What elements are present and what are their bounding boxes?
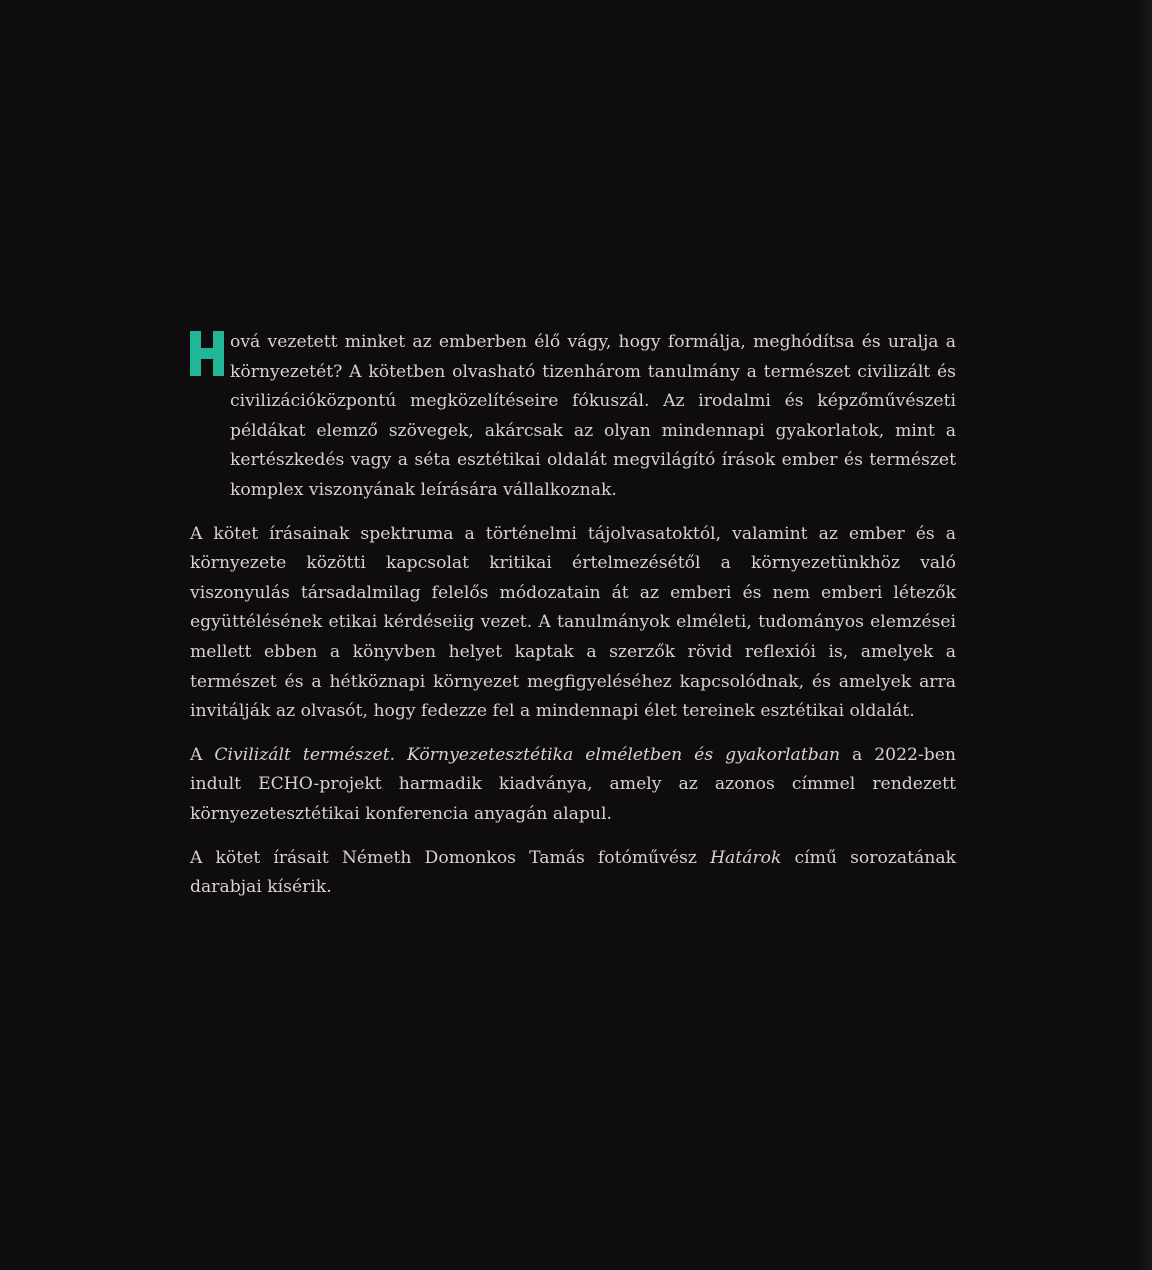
dropcap-h-icon <box>190 331 224 376</box>
paragraph-2 <box>190 520 956 727</box>
paragraph-4-start: A kötet írásait Németh Domonkos Tamás fotóművész <box>190 847 711 868</box>
paragraph-2-text: A kötet írásainak spektruma a történelmi tájolvasatoktól, valamint az ember és a környezete közötti kapcsolat kritikai értelmezésétől a környezetünkhöz való viszonyulás társadalmilag felelős módozatain át az emberi és nem emberi létezők együttélésének etikai kérdéseiig vezet. A tanulmányok elméleti, tudományos elemzései mellett ebben a könyvben helyet kaptak a szerzők rövid reflexiói is, amelyek a természet és a hétköznapi környezet megfigyeléséhez kapcsolódnak, és amelyek arra invitálják az olvasót, hogy fedezze fel a mindennapi élet tereinek esztétikai oldalát. <box>190 523 956 722</box>
paragraph-1-text: ová vezetett minket az emberben élő vágy, hogy formálja, meghódítsa és uralja a környezetét? A kötetben olvasható tizenhárom tanulmány a természet civilizált és civilizációközpontú megközelítéseire fókuszál. Az irodalmi és képzőművészeti példákat elemző szövegek, akárcsak az olyan mindennapi gyakorlatok, mint a kertészkedés vagy a séta esztétikai oldalát megvilágító írások ember és természet komplex viszonyának leírására vállalkoznak. <box>230 332 956 500</box>
paragraph-4 <box>190 844 956 903</box>
paragraph-4-end: című sorozatának darabjai kísérik. <box>190 847 957 898</box>
blurb-text <box>190 328 956 917</box>
paragraph-3 <box>190 741 956 830</box>
paragraph-1 <box>190 328 956 506</box>
paragraph-3-start: A <box>190 744 215 765</box>
paragraph-3-end: a 2022-ben indult ECHO-projekt harmadik kiadványa, amely az azonos címmel rendezett környezetesztétikai konferencia anyagán alapul. <box>190 744 956 824</box>
series-title: Határok <box>710 847 782 868</box>
book-title: Civilizált természet. Környezetesztétika elméletben és gyakorlatban <box>214 744 841 765</box>
cover-edge <box>1136 0 1152 1270</box>
